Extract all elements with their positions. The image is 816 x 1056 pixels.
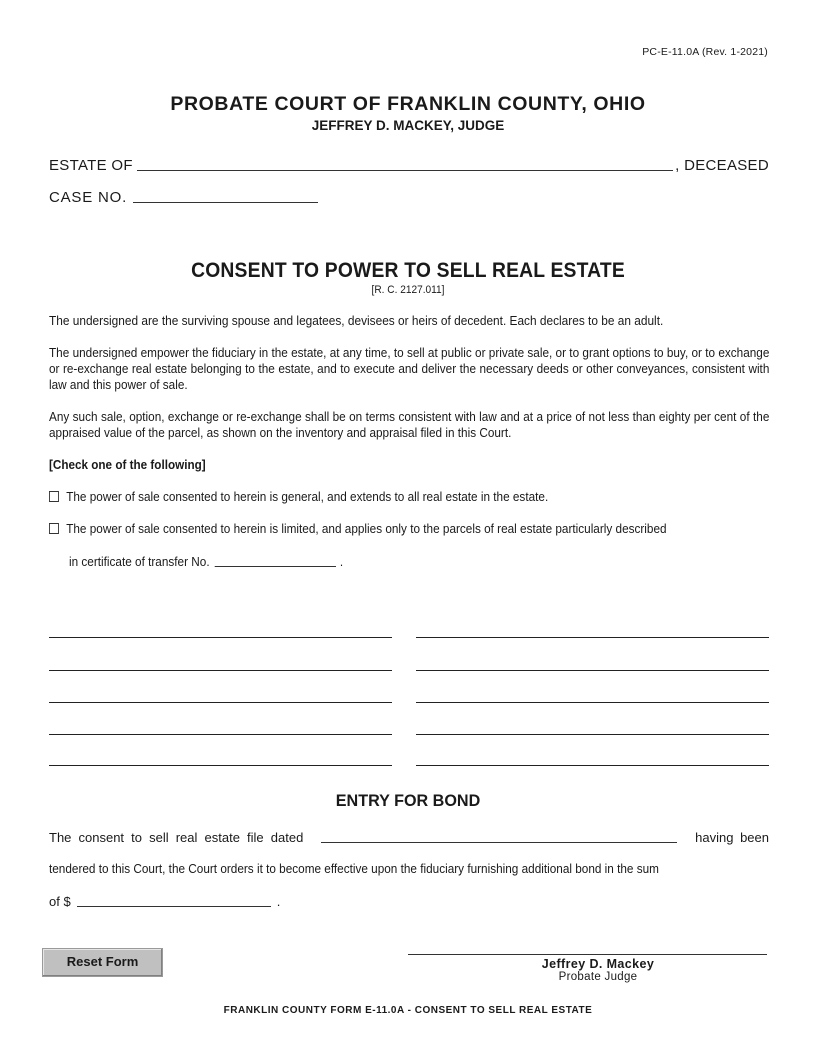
option-general [49,489,548,504]
transfer-number-field[interactable] [215,553,336,567]
transfer-period: . [339,554,344,569]
signature-line-left-2[interactable] [49,670,392,671]
check-instruction: [Check one of the following] [49,457,206,472]
deceased-label: , DECEASED [675,157,769,174]
signature-line-right-2[interactable] [416,670,769,671]
bond-line-3 [49,893,280,909]
paragraph-declaration: The undersigned are the surviving spouse and legatees, devisees or heirs of decedent. Each declares to be an adult. [49,313,664,328]
bond-line-1-prefix: The consent to sell real estate file dated [49,830,304,845]
signature-line-left-5[interactable] [49,765,392,766]
judge-signature-line[interactable] [408,954,767,955]
general-power-checkbox[interactable] [49,491,59,502]
form-id: PC-E-11.0A (Rev. 1-2021) [642,46,768,58]
signature-line-right-5[interactable] [416,765,769,766]
signature-line-left-3[interactable] [49,702,392,703]
case-row [49,186,318,206]
judge-name: Jeffrey D. Mackey [541,957,655,971]
option-limited-label: The power of sale consented to herein is limited, and applies only to the parcels of real estate particularly described [66,521,667,536]
court-title: PROBATE COURT OF FRANKLIN COUNTY, OHIO [170,93,646,115]
bond-sum-field[interactable] [77,893,271,907]
signature-line-left-1[interactable] [49,637,392,638]
option-general-label: The power of sale consented to herein is general, and extends to all real estate in the estate. [66,489,549,504]
paragraph-empowerment: The undersigned empower the fiduciary in the estate, at any time, to sell at public or private sale, or to grant options to buy, or to exchange or re-exchange real estate belonging to the estate, and to execute and deliver the necessary deeds or other conveyances, consistent with law and this power of sale. [49,345,770,392]
transfer-label: in certificate of transfer No. [69,554,210,569]
reset-form-button[interactable]: Reset Form [42,948,163,977]
limited-power-checkbox[interactable] [49,523,59,534]
judge-title: Probate Judge [558,971,638,983]
signature-line-right-1[interactable] [416,637,769,638]
judge-subtitle: JEFFREY D. MACKEY, JUDGE [311,118,505,133]
transfer-row [69,553,343,569]
signature-line-left-4[interactable] [49,734,392,735]
form-footer: FRANKLIN COUNTY FORM E-11.0A - CONSENT TO SELL REAL ESTATE [223,1005,593,1016]
entry-for-bond-title: ENTRY FOR BOND [335,791,481,810]
bond-sum-prefix: of $ [49,894,71,909]
paragraph-terms: Any such sale, option, exchange or re-exchange shall be on terms consistent with law and at a price of not less than eighty per cent of the appraised value of the parcel, as shown on the inventory and appraisal filed in this Court. [49,409,770,440]
bond-line-2: tendered to this Court, the Court orders it to become effective upon the fiduciary furnishing additional bond in the sum [49,861,659,876]
case-label: CASE NO. [49,189,128,206]
estate-row [49,154,769,174]
estate-label: ESTATE OF [49,157,133,174]
consent-date-field[interactable] [321,829,677,843]
statute-citation: [R. C. 2127.011] [371,284,445,296]
bond-sum-period: . [276,894,281,909]
estate-name-field[interactable] [137,155,673,171]
bond-line-1 [49,829,769,845]
bond-line-1-suffix: having been [695,830,769,845]
signature-line-right-4[interactable] [416,734,769,735]
document-title: CONSENT TO POWER TO SELL REAL ESTATE [191,259,625,282]
option-limited [49,521,667,536]
case-number-field[interactable] [133,187,318,203]
signature-line-right-3[interactable] [416,702,769,703]
